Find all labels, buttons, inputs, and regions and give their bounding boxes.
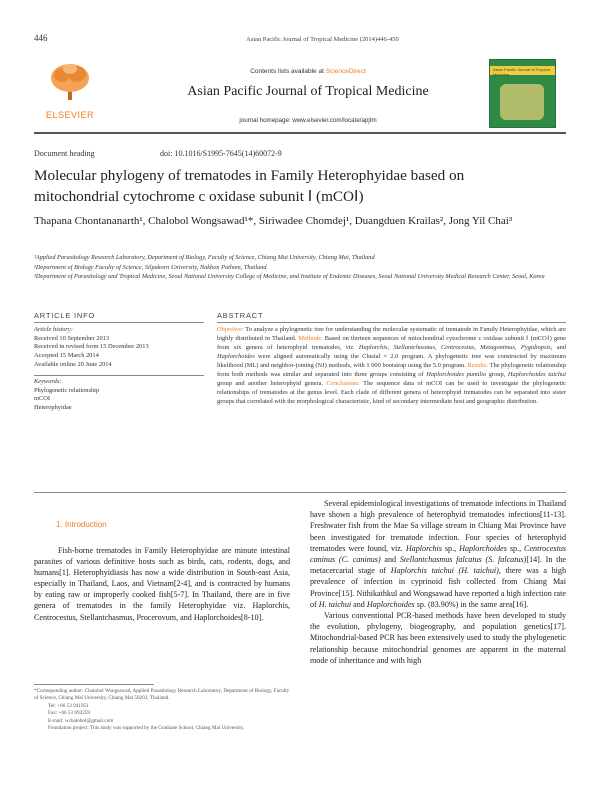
section-title-introduction: 1. Introduction bbox=[56, 520, 107, 529]
species-name: Haplorchoides bbox=[366, 599, 415, 609]
keyword: Phylogenetic relationship bbox=[34, 386, 100, 394]
footnote-divider bbox=[34, 684, 154, 685]
objective-text: To analyze a phylogenetic tree for understanding the molecular systematic of trematode in Family Heterophyidae, which are highly distributed in Thailand. bbox=[217, 326, 566, 343]
text-run: and bbox=[380, 555, 400, 565]
history-revised: Received in revised form 15 December 2013 bbox=[34, 343, 149, 351]
article-info-label: ARTICLE INFO bbox=[34, 311, 96, 320]
history-received: Received 10 September 2013 bbox=[34, 334, 110, 342]
text-run: Several epidemiological investigations of trematode infections in Thailand have shown a high prevalence of heterophyid trematodes infections[11-13]. Freshwater fish from the Mae Sa village stream in Chiang Mai Province have been investigated for trematode infection. Four species of heterophyid trematodes were found, viz. bbox=[310, 499, 566, 553]
text-run: and bbox=[351, 599, 367, 609]
paragraph: Fish-borne trematodes in Family Heterophyidae are minute intestinal parasites of various definitive hosts such as birds, cats, rodents, dogs, and humans[1]. Heterophyidiasis has now a wide distribution in South-east Asia, especially in Thailand, Laos, and Vietnam[2-4], and is contracted by humans by eating raw or improperly cooked fish[5-7]. In Thailand, there are in five genera of trematodes in the family Heterophyidae viz. Haplorchis, Centrocestus, Stellantchasmus, Procerovum, and Haplorchoides[8-10]. bbox=[34, 546, 290, 622]
homepage-link[interactable]: www.elsevier.com/locate/apjtm bbox=[292, 117, 377, 124]
species-name: Haplorchis bbox=[405, 543, 442, 553]
doi-link[interactable]: doi: 10.1016/S1995-7645(14)60072-9 bbox=[160, 149, 282, 158]
affiliations bbox=[34, 253, 566, 282]
abstract-text bbox=[217, 325, 566, 406]
divider bbox=[217, 322, 566, 323]
contents-prefix: Contents lists available at bbox=[250, 68, 326, 75]
publisher-name: ELSEVIER bbox=[45, 110, 95, 120]
article-title bbox=[34, 165, 574, 207]
methods-key: Methods: bbox=[298, 335, 323, 343]
running-head: Asian Pacific Journal of Tropical Medicine (2014)446-450 bbox=[246, 36, 399, 43]
results-text: The phylogenetic relationship from both methods was similar and separated into three groups consisting of bbox=[217, 362, 566, 379]
results-species: Haplorchoides taichui bbox=[507, 371, 567, 379]
text-run: sp., bbox=[441, 543, 460, 553]
abstract-label: ABSTRACT bbox=[217, 311, 264, 320]
text-run: , there was a high prevalence of infection in cyprinoid fish collected from Chiang Mai Province[15]. Nithikathkul and Wongsawad have reported a high infection rate of bbox=[310, 566, 566, 609]
results-species: Haplorchoides pumilio bbox=[426, 371, 487, 379]
contents-availability bbox=[110, 68, 506, 75]
article-history bbox=[34, 326, 204, 370]
history-online: Available online 20 June 2014 bbox=[34, 360, 112, 368]
cover-title: Asian Pacific Journal of Tropical Medicine bbox=[493, 67, 550, 77]
species-name: Stellantchasmus falcatus (S. falcatus) bbox=[399, 555, 527, 565]
species-name: H. taichui bbox=[318, 599, 352, 609]
species-name: Haplorchoides bbox=[459, 543, 507, 553]
text-run: sp. (83.90%) in the same area[16]. bbox=[414, 599, 529, 609]
affiliation-1: ¹Applied Parasitology Research Laboratory, Department of Biology, Faculty of Science, Chiang Mai University, Chiang Mai, Thailand bbox=[34, 254, 375, 261]
title-line-2: mitochondrial cytochrome c oxidase subunit Ⅰ (mCOⅠ) bbox=[34, 188, 364, 205]
author-list: Thapana Chontananarth¹, Chalobol Wongsawad¹*, Siriwadee Chomdej¹, Duangduen Krailas², Jong Yil Chai³ bbox=[34, 215, 513, 227]
funding: Foundation project: This study was supported by the Graduate School, Chiang Mai University. bbox=[48, 725, 245, 732]
objective-key: Objective: bbox=[217, 326, 244, 333]
methods-text: and bbox=[552, 344, 566, 352]
results-text: group and another heterophyid genera. bbox=[217, 380, 327, 388]
fax: Fax: +66 53 892259 bbox=[48, 710, 90, 717]
divider bbox=[34, 322, 204, 323]
text-run: sp., bbox=[506, 543, 525, 553]
homepage-prefix: journal homepage: bbox=[239, 117, 291, 124]
divider bbox=[34, 492, 566, 493]
species-name: Haplorchis taichui (H. taichui) bbox=[390, 566, 499, 576]
history-accepted: Accepted 15 March 2014 bbox=[34, 352, 99, 360]
document-heading: Document heading bbox=[34, 149, 95, 158]
header-divider bbox=[34, 132, 566, 134]
paragraph bbox=[310, 498, 566, 610]
keyword: mCOI bbox=[34, 395, 50, 403]
sciencedirect-link[interactable]: ScienceDirect bbox=[325, 68, 366, 75]
journal-homepage bbox=[110, 117, 506, 124]
results-key: Results: bbox=[467, 362, 489, 370]
page-number: 446 bbox=[34, 33, 48, 43]
intro-body bbox=[34, 545, 290, 623]
journal-title: Asian Pacific Journal of Tropical Medicine bbox=[187, 84, 429, 99]
title-line-1: Molecular phylogeny of trematodes in Family Heterophyidae based on bbox=[34, 167, 465, 184]
conclusions-text: The sequence data of mCOI can be used to investigate the phylogenetic relationships of trematodes at the genus level. Each clade of different genera of heterophyid trematodes can be separated into sister groups that correlated with the morphological characteristic, kind of secondary intermediate host and geographic distribution. bbox=[217, 380, 566, 406]
text-run: [14]. In the metacercarial stage of bbox=[310, 555, 566, 576]
footnote bbox=[34, 688, 290, 732]
email[interactable]: E-mail: wchalobol@gmail.com bbox=[48, 717, 114, 724]
keywords-label: Keywords: bbox=[34, 378, 62, 385]
affiliation-3: ³Department of Parasitology and Tropical Medicine, Seoul National University College of Medicine, and Institute of Endemic Diseases, Seoul National University Medical Research Center, Seoul, Korea bbox=[34, 273, 545, 281]
methods-genus: Haplorchoides bbox=[217, 353, 255, 361]
elsevier-tree-icon bbox=[48, 62, 92, 102]
journal-cover-image bbox=[489, 59, 556, 128]
conclusions-key: Conclusions: bbox=[326, 380, 360, 388]
telephone: Tel: +66 53 941951 bbox=[48, 702, 89, 709]
keywords bbox=[34, 378, 204, 413]
history-label: Article history: bbox=[34, 326, 73, 333]
methods-text: Based on thirteen sequences of mitochondrial cytochrome c oxidase subunit Ⅰ (mCOⅠ) gene from six genera of heterophyid trematodes, bbox=[217, 335, 566, 352]
paragraph: Various conventional PCR-based methods have been developed to study the evolution, phylogeny, biogeography, and population genetics[17]. Mitochondrial-based PCR has been extensively used to study the phylogenetic relationship because mitochondrial genomes are apparent in the maternal mode of inheritance and with high bbox=[310, 611, 566, 665]
methods-text: were aligned automatically using the Clustal × 2.0 program. A phylogenetic tree was constructed by maximum likelihood (ML) and neighbor-joining (NJ) methods, with 1 000 bootstrap using the 5.0 program. bbox=[217, 353, 566, 370]
methods-genera: viz. Haplorchis, Stellantchasmus, Centrocestus, Metagonimus, Pygidiopsis, bbox=[345, 344, 553, 352]
corresponding-author: *Corresponding author: Chalobol Wongsawad, Applied Parasitology Research Laboratory, Department of Biology, Faculty of Science, Chiang Mai University, Chiang Mai 50202, Thailand. bbox=[34, 688, 290, 702]
divider bbox=[34, 375, 204, 376]
species-name: Centrocestus caninus (C. caninus) bbox=[310, 543, 567, 565]
right-column-body bbox=[310, 498, 566, 666]
affiliation-2: ²Department of Biology Faculty of Science, Silpakorn University, Nakhon Pathom, Thailand bbox=[34, 263, 267, 271]
results-text: group, bbox=[486, 371, 508, 379]
elsevier-logo bbox=[34, 62, 106, 124]
keyword: Heterophyidae bbox=[34, 404, 72, 412]
